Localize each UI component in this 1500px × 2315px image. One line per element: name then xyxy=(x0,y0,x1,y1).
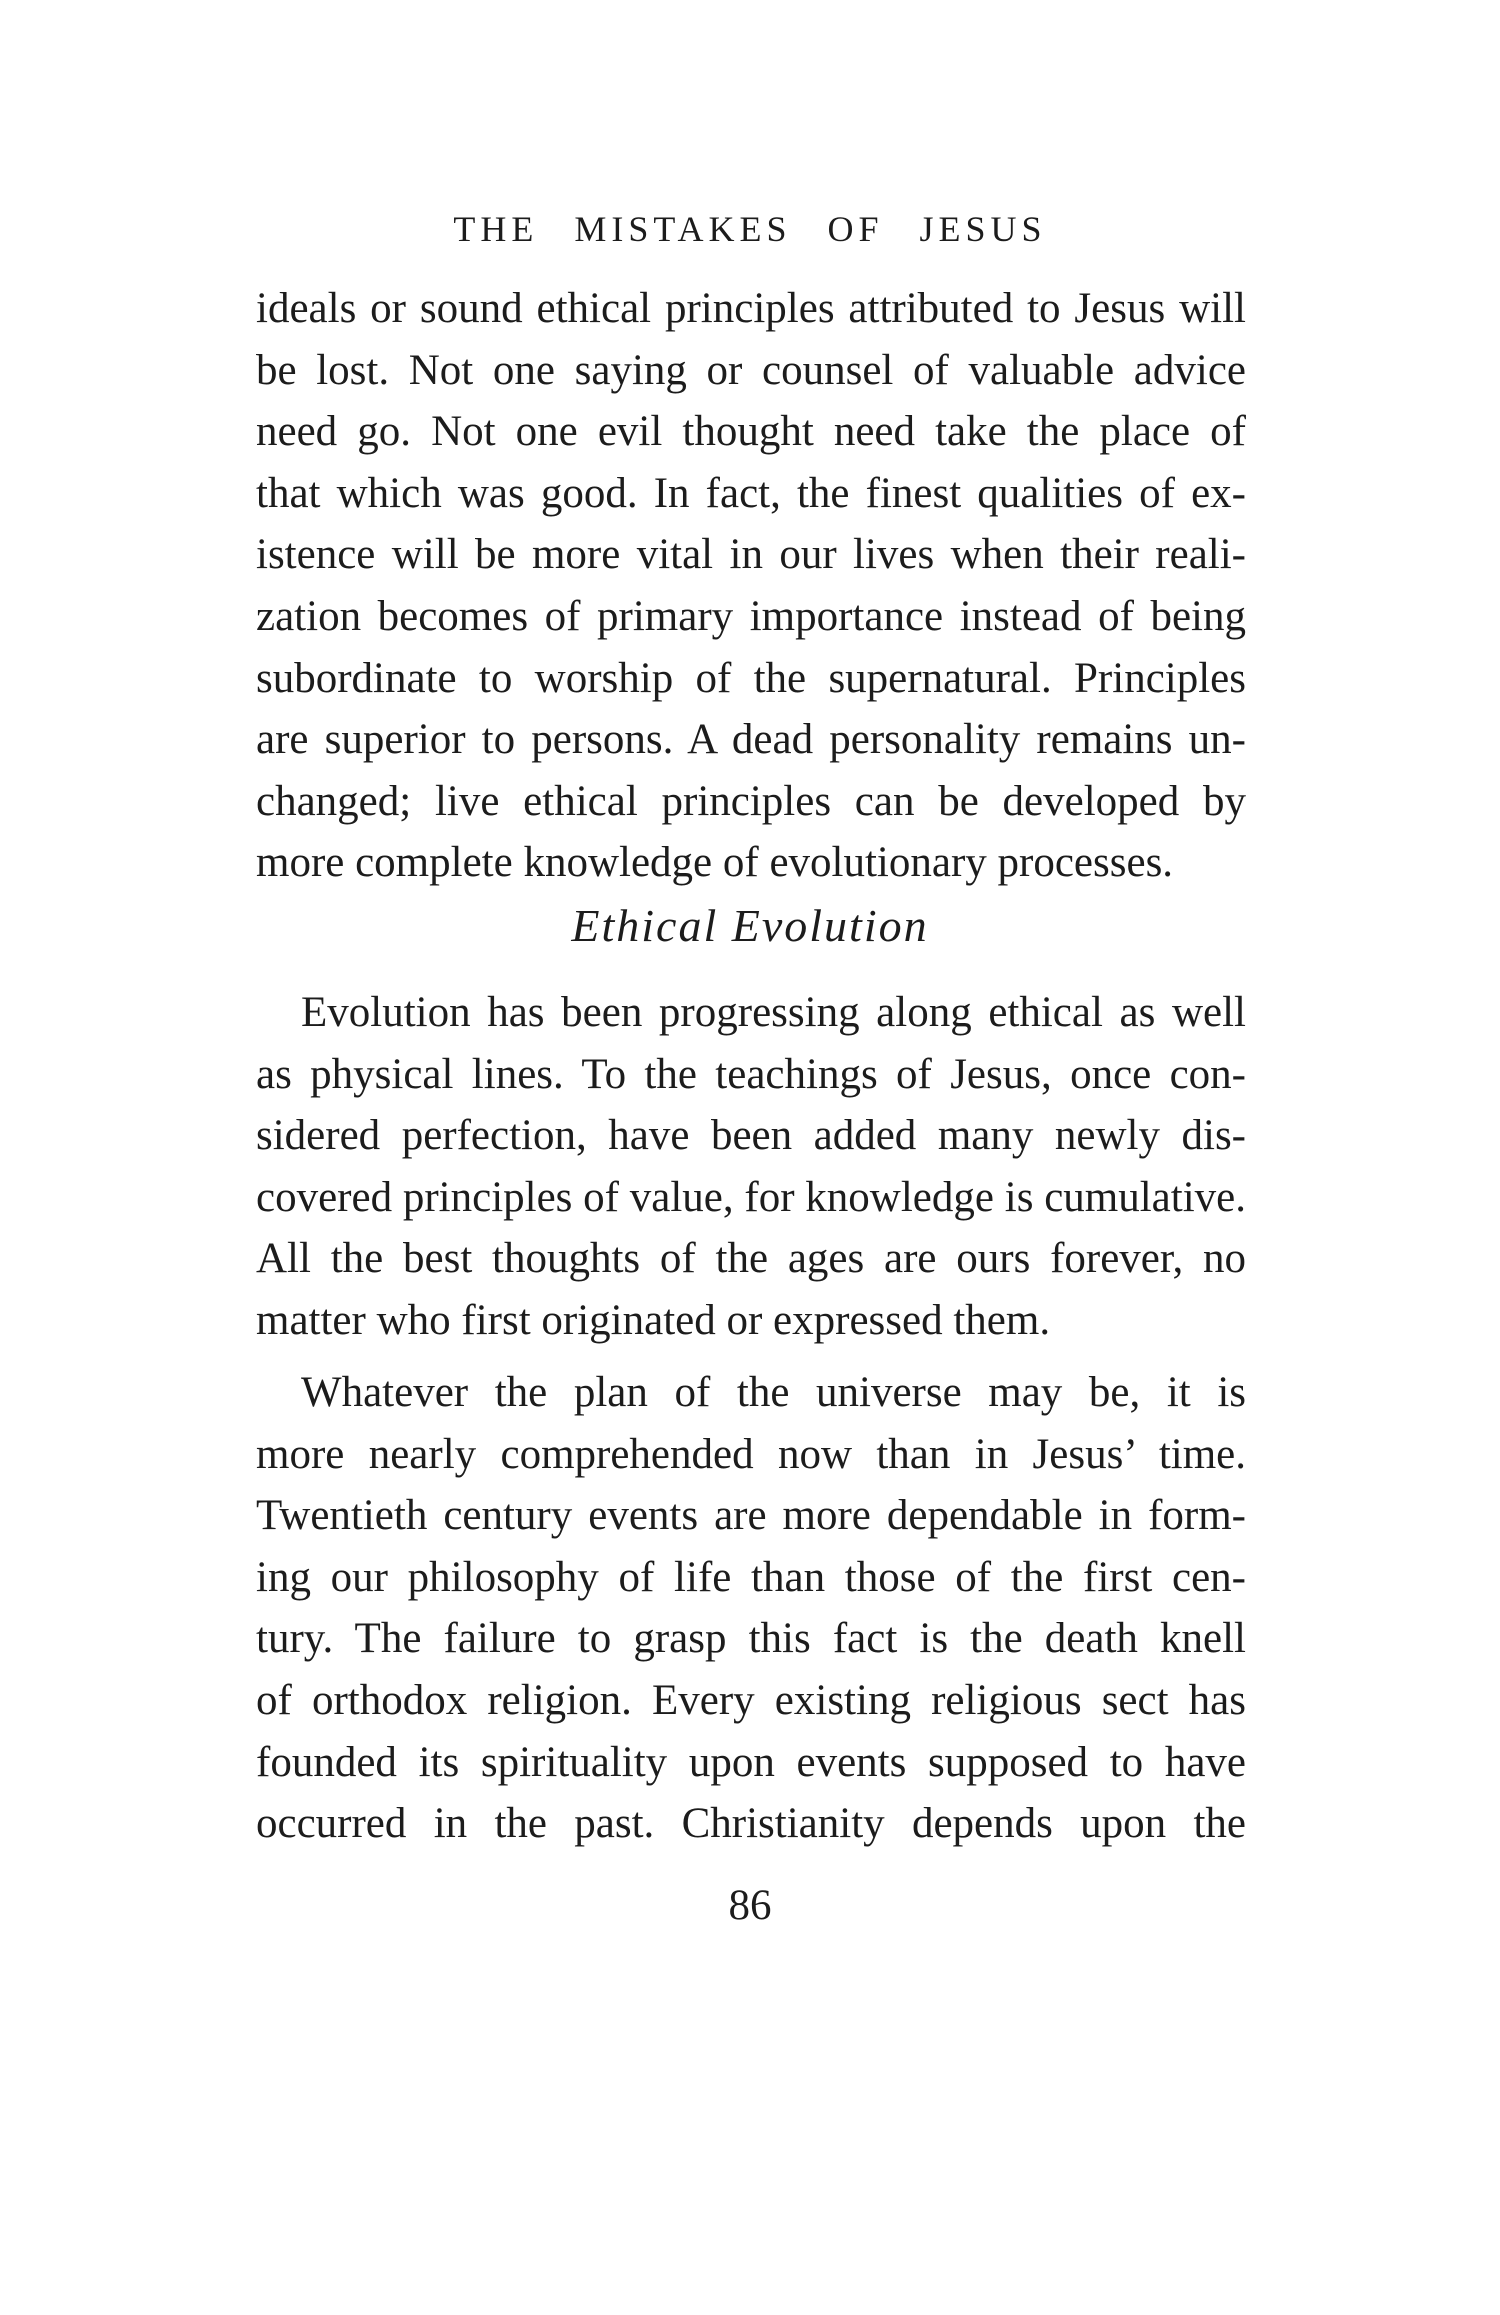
text-line: more nearly comprehended now than in Jesus’ time. xyxy=(256,1430,1246,1478)
text-line: matter who first originated or expressed them. xyxy=(256,1296,1051,1344)
text-line: Evolution has been progressing along ethical as well xyxy=(301,989,1246,1036)
text-line: of orthodox religion. Every existing religious sect has xyxy=(256,1676,1246,1724)
text-line: founded its spirituality upon events supposed to have xyxy=(256,1738,1246,1786)
text-line: need go. Not one evil thought need take the place of xyxy=(256,408,1246,456)
text-line: Whatever the plan of the universe may be, it is xyxy=(301,1369,1246,1416)
text-line: zation becomes of primary importance instead of being xyxy=(256,592,1246,640)
text-line: that which was good. In fact, the finest qualities of ex- xyxy=(256,469,1246,517)
paragraph-2 xyxy=(256,982,1246,1352)
text-line: covered principles of value, for knowledge is cumulative. xyxy=(256,1173,1246,1221)
text-line: as physical lines. To the teachings of Jesus, once con- xyxy=(256,1050,1246,1098)
section-heading: Ethical Evolution xyxy=(571,900,929,951)
text-line: istence will be more vital in our lives when their reali- xyxy=(256,531,1246,579)
text-line: occurred in the past. Christianity depends upon the xyxy=(256,1800,1246,1848)
text-line: are superior to persons. A dead personality remains un- xyxy=(256,716,1246,764)
text-line: ideals or sound ethical principles attributed to Jesus will xyxy=(256,285,1246,332)
text-line: Twentieth century events are more dependable in form- xyxy=(256,1492,1246,1540)
text-line: subordinate to worship of the supernatural. Principles xyxy=(256,654,1246,702)
paragraph-1 xyxy=(256,278,1246,894)
text-line: more complete knowledge of evolutionary processes. xyxy=(256,839,1174,887)
page-number: 86 xyxy=(728,1882,772,1929)
text-line: tury. The failure to grasp this fact is the death knell xyxy=(256,1615,1246,1663)
text-line: changed; live ethical principles can be developed by xyxy=(256,777,1246,825)
text-line: be lost. Not one saying or counsel of valuable advice xyxy=(256,346,1246,394)
text-line: All the best thoughts of the ages are ours forever, no xyxy=(256,1235,1246,1283)
paragraph-3 xyxy=(256,1362,1246,1855)
running-head: THE MISTAKES OF JESUS xyxy=(453,209,1047,249)
text-line: sidered perfection, have been added many newly dis- xyxy=(256,1112,1246,1160)
text-line: ing our philosophy of life than those of the first cen- xyxy=(256,1553,1246,1601)
